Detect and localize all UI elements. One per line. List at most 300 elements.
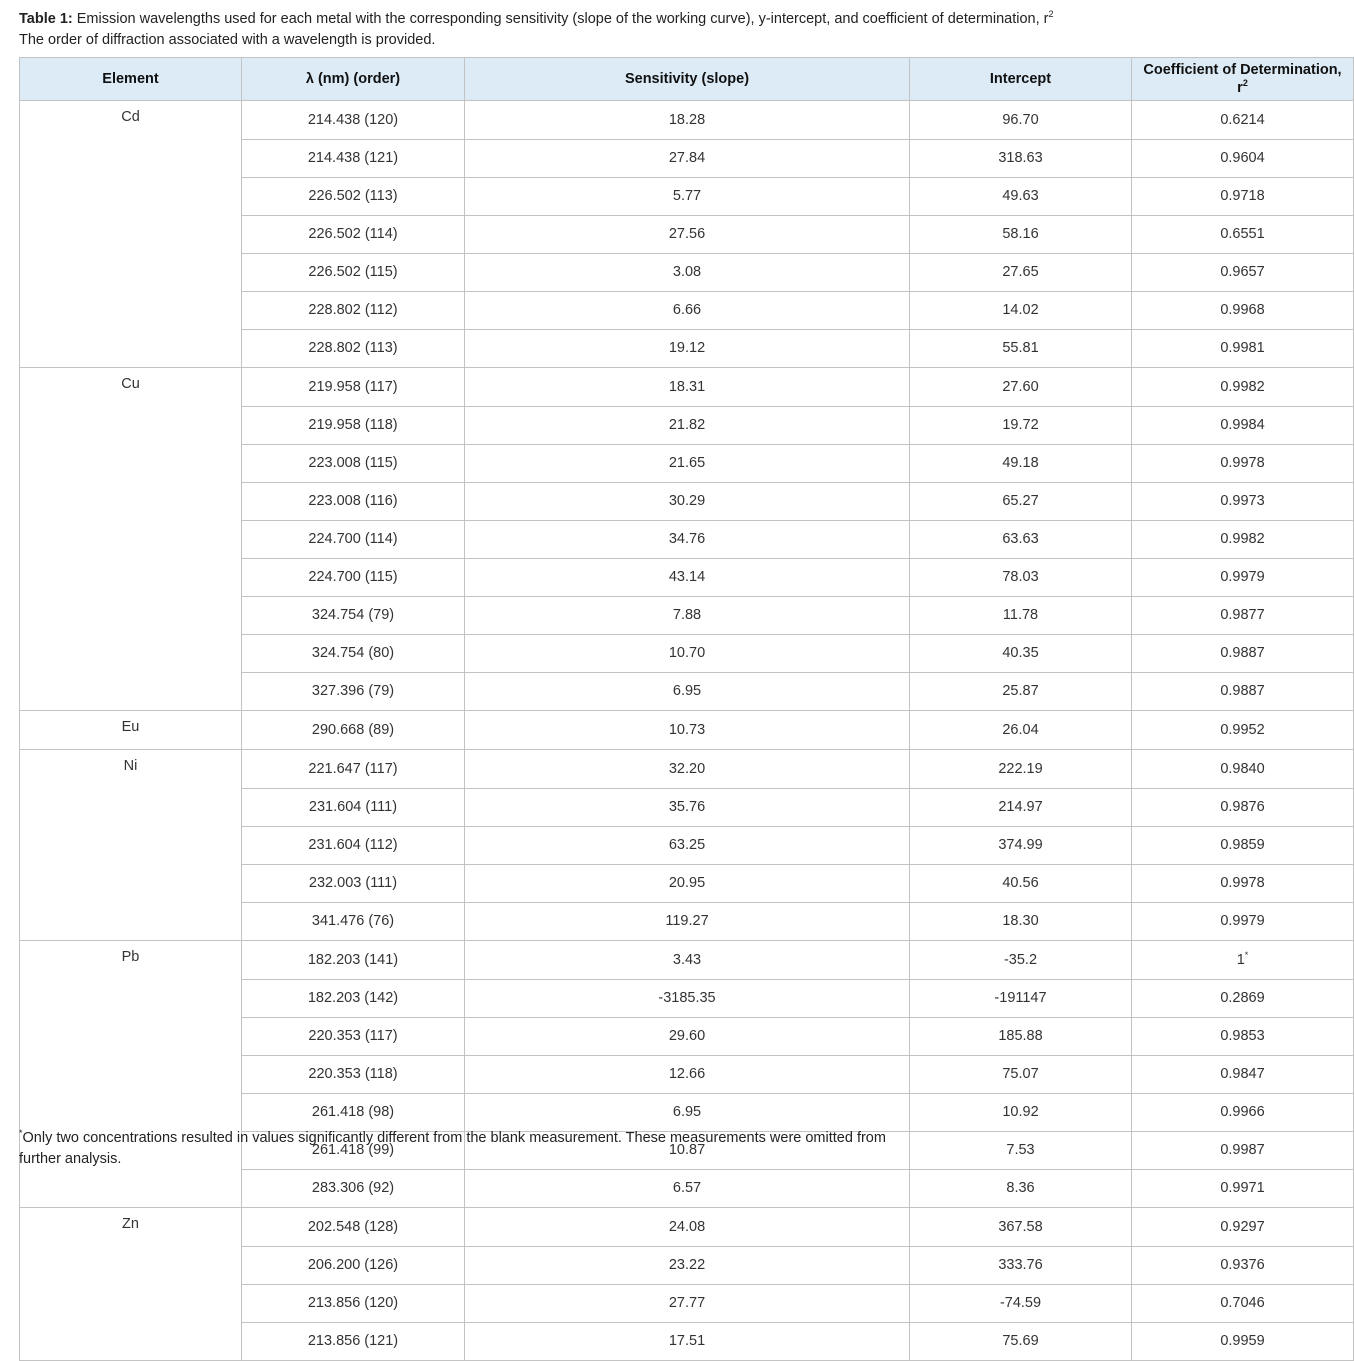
header-cod-label: Coefficient of Determination, <box>1143 62 1342 78</box>
cell-sensitivity <box>465 634 910 672</box>
cell-sensitivity-text: 35.76 <box>668 799 706 815</box>
cell-intercept-text: 49.18 <box>1002 455 1039 471</box>
table-row <box>20 941 1354 980</box>
cell-lambda-text: 221.647 (117) <box>308 760 398 777</box>
cell-intercept <box>910 1169 1132 1208</box>
cell-r2-text: 0.9978 <box>1220 455 1265 471</box>
cell-sensitivity-text: 17.51 <box>668 1333 706 1350</box>
cell-sensitivity <box>465 1284 910 1322</box>
table-caption <box>19 9 1129 51</box>
cell-sensitivity <box>465 750 910 789</box>
cell-intercept-text: 78.03 <box>1002 569 1039 585</box>
cell-intercept <box>910 979 1132 1017</box>
table-row <box>20 711 1354 750</box>
cell-element <box>20 139 242 177</box>
cell-element <box>20 215 242 253</box>
cell-sensitivity-text: 7.88 <box>672 607 702 623</box>
cell-sensitivity <box>465 101 910 140</box>
cell-lambda <box>242 1246 465 1284</box>
cell-lambda-text: 232.003 (111) <box>308 875 398 891</box>
cell-lambda <box>242 1284 465 1322</box>
cell-element <box>20 1322 242 1361</box>
cell-element <box>20 444 242 482</box>
cell-element <box>20 177 242 215</box>
cell-r2-text: 0.9376 <box>1220 1257 1265 1273</box>
cell-element-text: Ni <box>123 758 138 774</box>
cell-intercept-text: 185.88 <box>998 1028 1043 1044</box>
cell-lambda-text: 220.353 (117) <box>308 1028 398 1044</box>
cell-r2 <box>1132 482 1354 520</box>
cell-sensitivity-text: 29.60 <box>668 1028 706 1044</box>
cell-lambda-text: 228.802 (113) <box>308 340 398 357</box>
cell-element-text: Pb <box>121 949 140 965</box>
cell-intercept-text: 75.07 <box>1002 1066 1039 1082</box>
cell-sensitivity <box>465 1055 910 1093</box>
cell-r2-text: 0.9968 <box>1220 302 1265 318</box>
cell-lambda-text: 224.700 (114) <box>308 531 398 547</box>
cell-r2-text: 0.9887 <box>1220 683 1265 700</box>
cell-intercept <box>910 215 1132 253</box>
cell-r2 <box>1132 711 1354 750</box>
cell-lambda <box>242 253 465 291</box>
cell-lambda-text: 213.856 (120) <box>307 1295 399 1311</box>
table-row <box>20 1169 1354 1208</box>
cell-intercept <box>910 826 1132 864</box>
cell-intercept <box>910 1017 1132 1055</box>
cell-sensitivity <box>465 864 910 902</box>
cell-element <box>20 750 242 789</box>
cell-r2 <box>1132 444 1354 482</box>
cell-sensitivity <box>465 177 910 215</box>
cell-sensitivity-text: 30.29 <box>668 493 706 509</box>
cell-intercept-text: -35.2 <box>1003 951 1038 968</box>
table-row <box>20 1322 1354 1361</box>
table-row <box>20 329 1354 368</box>
cell-element <box>20 291 242 329</box>
cell-intercept-text: 26.04 <box>1002 722 1039 738</box>
cell-sensitivity-text: 21.82 <box>668 417 706 433</box>
cell-lambda <box>242 1322 465 1361</box>
cell-intercept <box>910 1208 1132 1247</box>
caption-line2: The order of diffraction associated with a wavelength is provided. <box>19 32 436 48</box>
cell-intercept <box>910 596 1132 634</box>
cell-sensitivity-text: 10.70 <box>668 645 706 661</box>
cell-intercept-text: 8.36 <box>1006 1180 1035 1197</box>
table-row <box>20 750 1354 789</box>
cell-element <box>20 826 242 864</box>
cell-intercept <box>910 1055 1132 1093</box>
cell-r2 <box>1132 979 1354 1017</box>
cell-lambda-text: 219.958 (118) <box>308 417 398 433</box>
cell-r2-text: 0.2869 <box>1220 990 1265 1006</box>
cell-lambda-text: 182.203 (141) <box>307 951 399 968</box>
cell-lambda-text: 341.476 (76) <box>311 913 395 930</box>
cell-lambda <box>242 750 465 789</box>
footnote <box>19 1128 919 1170</box>
cell-intercept-text: 11.78 <box>1002 607 1039 623</box>
cell-sensitivity <box>465 1208 910 1247</box>
cell-sensitivity-text: 6.66 <box>672 302 702 318</box>
cell-sensitivity-text: 5.77 <box>672 188 702 204</box>
cell-lambda-text: 219.958 (117) <box>308 378 398 395</box>
cell-r2-text: 0.9853 <box>1220 1028 1265 1044</box>
cell-r2-text: 0.9966 <box>1220 1104 1265 1120</box>
cell-intercept-text: 75.69 <box>1002 1333 1039 1350</box>
cell-r2 <box>1132 1246 1354 1284</box>
cell-r2-text: 0.9982 <box>1220 378 1265 395</box>
cell-r2-text: 0.9840 <box>1220 760 1265 777</box>
cell-element <box>20 482 242 520</box>
cell-element-text: Cu <box>121 376 140 392</box>
cell-r2-text: 0.9859 <box>1220 837 1265 853</box>
cell-r2 <box>1132 672 1354 711</box>
cell-r2-text: 0.6214 <box>1220 111 1265 128</box>
cell-lambda-text: 214.438 (121) <box>307 150 399 166</box>
cell-intercept <box>910 139 1132 177</box>
cell-sensitivity-text: 10.73 <box>668 722 706 738</box>
header-cod <box>1132 58 1354 101</box>
cell-intercept-text: 40.35 <box>1002 645 1039 661</box>
cell-r2-text: 0.9887 <box>1220 645 1265 661</box>
table-row <box>20 139 1354 177</box>
cell-sensitivity-text: 27.56 <box>668 226 706 242</box>
cell-r2-text: 0.9978 <box>1220 875 1265 891</box>
cell-r2-text: 0.9959 <box>1220 1333 1265 1350</box>
cell-lambda-text: 228.802 (112) <box>308 302 398 318</box>
cell-intercept <box>910 1284 1132 1322</box>
cell-lambda-text: 223.008 (116) <box>308 493 398 509</box>
cell-intercept-text: 58.16 <box>1002 226 1039 242</box>
cell-intercept <box>910 1246 1132 1284</box>
cell-lambda-text: 231.604 (111) <box>308 799 398 815</box>
table-row <box>20 444 1354 482</box>
cell-r2-text: 0.9971 <box>1220 1180 1265 1197</box>
cell-lambda-text: 226.502 (115) <box>308 264 398 280</box>
table-row <box>20 902 1354 941</box>
header-cod-sup: 2 <box>1242 78 1248 88</box>
cell-sensitivity-text: 12.66 <box>668 1066 706 1082</box>
table-row <box>20 979 1354 1017</box>
cell-sensitivity <box>465 368 910 407</box>
cell-lambda-text: 223.008 (115) <box>308 455 398 471</box>
cell-intercept-text: 65.27 <box>1002 493 1039 509</box>
cell-lambda-text: 220.353 (118) <box>308 1066 398 1082</box>
cell-intercept-text: 374.99 <box>998 837 1043 853</box>
cell-lambda <box>242 215 465 253</box>
cell-lambda <box>242 1208 465 1247</box>
cell-r2 <box>1132 1284 1354 1322</box>
cell-element <box>20 1169 242 1208</box>
cell-intercept <box>910 1322 1132 1361</box>
cell-r2 <box>1132 329 1354 368</box>
cell-r2-text: 0.9952 <box>1220 722 1265 738</box>
cell-intercept-text: 63.63 <box>1002 531 1039 547</box>
cell-intercept-text: 222.19 <box>998 760 1043 777</box>
cell-sensitivity <box>465 596 910 634</box>
cell-intercept <box>910 329 1132 368</box>
cell-r2-text: 1 <box>1236 951 1245 968</box>
header-intercept: Intercept <box>910 58 1132 101</box>
cell-r2-text: 0.9877 <box>1220 607 1265 623</box>
cell-lambda-text: 324.754 (80) <box>311 645 395 661</box>
cell-intercept-text: 367.58 <box>998 1218 1043 1235</box>
cell-r2 <box>1132 1093 1354 1131</box>
cell-intercept <box>910 1131 1132 1169</box>
cell-sensitivity <box>465 1169 910 1208</box>
cell-lambda-text: 224.700 (115) <box>308 569 398 585</box>
cell-element <box>20 1017 242 1055</box>
cell-lambda <box>242 672 465 711</box>
cell-sensitivity <box>465 1246 910 1284</box>
cell-r2-text: 0.9718 <box>1220 188 1265 204</box>
cell-element <box>20 558 242 596</box>
cell-r2 <box>1132 139 1354 177</box>
table-row <box>20 291 1354 329</box>
cell-r2 <box>1132 1017 1354 1055</box>
cell-intercept-text: 40.56 <box>1002 875 1039 891</box>
cell-r2 <box>1132 1131 1354 1169</box>
table-row <box>20 1093 1354 1131</box>
header-cod-r: r <box>1237 80 1243 96</box>
cell-intercept <box>910 864 1132 902</box>
cell-sensitivity <box>465 444 910 482</box>
cell-sensitivity <box>465 902 910 941</box>
cell-r2 <box>1132 368 1354 407</box>
cell-element <box>20 902 242 941</box>
cell-lambda-text: 261.418 (99) <box>311 1142 395 1158</box>
cell-lambda <box>242 1169 465 1208</box>
table-row <box>20 101 1354 140</box>
cell-intercept-text: -74.59 <box>999 1295 1042 1311</box>
cell-r2 <box>1132 291 1354 329</box>
cell-intercept-text: -191147 <box>994 990 1047 1006</box>
cell-element <box>20 1284 242 1322</box>
table-row <box>20 826 1354 864</box>
cell-r2-text: 0.7046 <box>1220 1295 1265 1311</box>
cell-intercept <box>910 520 1132 558</box>
cell-r2 <box>1132 406 1354 444</box>
cell-lambda <box>242 1017 465 1055</box>
header-lambda: λ (nm) (order) <box>242 58 465 101</box>
cell-sensitivity <box>465 788 910 826</box>
cell-element <box>20 941 242 980</box>
cell-intercept <box>910 634 1132 672</box>
cell-lambda-text: 182.203 (142) <box>307 990 399 1006</box>
table-row <box>20 1246 1354 1284</box>
cell-intercept-text: 318.63 <box>998 150 1043 166</box>
cell-sensitivity-text: 3.08 <box>672 264 702 280</box>
cell-lambda-text: 226.502 (113) <box>308 188 398 204</box>
table-row <box>20 1017 1354 1055</box>
cell-lambda <box>242 177 465 215</box>
cell-lambda <box>242 711 465 750</box>
cell-sensitivity-text: 10.87 <box>668 1142 706 1158</box>
cell-lambda-text: 226.502 (114) <box>308 226 398 242</box>
cell-sensitivity <box>465 520 910 558</box>
cell-lambda <box>242 788 465 826</box>
header-element: Element <box>20 58 242 101</box>
cell-intercept <box>910 253 1132 291</box>
cell-r2 <box>1132 826 1354 864</box>
cell-element <box>20 1246 242 1284</box>
cell-intercept <box>910 941 1132 980</box>
table-row <box>20 368 1354 407</box>
cell-r2-text: 0.9847 <box>1220 1066 1265 1082</box>
cell-r2-text: 0.9987 <box>1220 1142 1265 1158</box>
cell-element <box>20 634 242 672</box>
cell-r2-text: 0.9979 <box>1220 913 1265 930</box>
cell-intercept <box>910 711 1132 750</box>
footnote-marker: * <box>1244 949 1249 960</box>
cell-sensitivity <box>465 711 910 750</box>
cell-sensitivity-text: 18.28 <box>668 111 706 128</box>
cell-element <box>20 979 242 1017</box>
cell-lambda <box>242 139 465 177</box>
cell-lambda <box>242 826 465 864</box>
cell-sensitivity-text: 27.84 <box>668 150 706 166</box>
cell-sensitivity <box>465 979 910 1017</box>
cell-lambda <box>242 864 465 902</box>
cell-r2 <box>1132 634 1354 672</box>
cell-r2-text: 0.9657 <box>1220 264 1265 280</box>
cell-lambda <box>242 634 465 672</box>
cell-intercept-text: 14.02 <box>1002 302 1039 318</box>
cell-r2 <box>1132 902 1354 941</box>
cell-r2 <box>1132 788 1354 826</box>
table-row <box>20 253 1354 291</box>
table-row <box>20 634 1354 672</box>
cell-intercept-text: 27.65 <box>1002 264 1039 280</box>
cell-lambda <box>242 406 465 444</box>
cell-r2 <box>1132 596 1354 634</box>
table-row <box>20 558 1354 596</box>
table-row <box>20 177 1354 215</box>
cell-lambda-text: 213.856 (121) <box>307 1333 399 1350</box>
cell-intercept <box>910 291 1132 329</box>
cell-r2-text: 0.9876 <box>1220 799 1265 815</box>
cell-element <box>20 1208 242 1247</box>
cell-lambda <box>242 558 465 596</box>
cell-sensitivity-text: 6.95 <box>672 1104 702 1120</box>
cell-element-text: Cd <box>121 109 140 125</box>
table-row <box>20 482 1354 520</box>
cell-sensitivity-text: 6.57 <box>672 1180 702 1197</box>
cell-r2 <box>1132 558 1354 596</box>
table-row <box>20 1284 1354 1322</box>
cell-r2 <box>1132 215 1354 253</box>
cell-lambda <box>242 444 465 482</box>
cell-lambda <box>242 329 465 368</box>
cell-intercept <box>910 672 1132 711</box>
cell-r2-text: 0.6551 <box>1220 226 1265 242</box>
caption-superscript: 2 <box>1048 9 1054 19</box>
caption-label: Table 1: <box>19 11 73 27</box>
table-row <box>20 1055 1354 1093</box>
cell-sensitivity-text: 19.12 <box>668 340 706 357</box>
cell-element <box>20 406 242 444</box>
cell-sensitivity-text: 21.65 <box>668 455 706 471</box>
cell-element <box>20 329 242 368</box>
cell-intercept <box>910 177 1132 215</box>
cell-lambda <box>242 1055 465 1093</box>
cell-sensitivity <box>465 215 910 253</box>
cell-r2 <box>1132 253 1354 291</box>
cell-lambda-text: 283.306 (92) <box>311 1180 395 1197</box>
cell-element <box>20 788 242 826</box>
cell-element <box>20 1055 242 1093</box>
footnote-text: Only two concentrations resulted in values significantly different from the blank measurement. These measurements were omitted from further analysis. <box>19 1130 886 1167</box>
cell-lambda-text: 231.604 (112) <box>308 837 398 853</box>
cell-intercept-text: 7.53 <box>1006 1142 1035 1158</box>
cell-sensitivity <box>465 558 910 596</box>
cell-r2-text: 0.9297 <box>1220 1218 1265 1235</box>
cell-sensitivity <box>465 139 910 177</box>
cell-sensitivity <box>465 1093 910 1131</box>
cell-element-text: Zn <box>122 1216 139 1232</box>
cell-intercept <box>910 788 1132 826</box>
cell-r2 <box>1132 177 1354 215</box>
cell-intercept-text: 214.97 <box>998 799 1043 815</box>
cell-sensitivity <box>465 1017 910 1055</box>
cell-intercept-text: 10.92 <box>1002 1104 1039 1120</box>
cell-intercept <box>910 444 1132 482</box>
cell-lambda-text: 261.418 (98) <box>311 1104 395 1120</box>
cell-intercept-text: 19.72 <box>1002 417 1039 433</box>
cell-r2-text: 0.9984 <box>1220 417 1265 433</box>
cell-sensitivity <box>465 1322 910 1361</box>
cell-sensitivity <box>465 329 910 368</box>
cell-lambda-text: 206.200 (126) <box>307 1257 399 1273</box>
cell-lambda-text: 327.396 (79) <box>311 683 395 700</box>
cell-sensitivity <box>465 672 910 711</box>
cell-intercept-text: 27.60 <box>1002 378 1039 395</box>
cell-element <box>20 253 242 291</box>
cell-r2 <box>1132 101 1354 140</box>
cell-element <box>20 1093 242 1131</box>
table-row <box>20 406 1354 444</box>
cell-element <box>20 520 242 558</box>
cell-r2 <box>1132 520 1354 558</box>
cell-intercept <box>910 406 1132 444</box>
cell-intercept-text: 333.76 <box>998 1257 1043 1273</box>
footnote-mark: * <box>19 1128 23 1138</box>
cell-lambda <box>242 941 465 980</box>
cell-element <box>20 672 242 711</box>
cell-r2 <box>1132 1169 1354 1208</box>
table-row <box>20 215 1354 253</box>
cell-intercept-text: 49.63 <box>1002 188 1039 204</box>
cell-sensitivity <box>465 406 910 444</box>
cell-r2 <box>1132 1055 1354 1093</box>
cell-lambda <box>242 291 465 329</box>
cell-element <box>20 368 242 407</box>
table-body <box>20 101 1354 1361</box>
cell-element <box>20 864 242 902</box>
cell-sensitivity-text: 27.77 <box>668 1295 706 1311</box>
cell-lambda-text: 324.754 (79) <box>311 607 395 623</box>
cell-sensitivity <box>465 826 910 864</box>
cell-sensitivity <box>465 253 910 291</box>
cell-element <box>20 711 242 750</box>
cell-r2-text: 0.9982 <box>1220 531 1265 547</box>
cell-sensitivity <box>465 291 910 329</box>
cell-intercept-text: 25.87 <box>1002 683 1039 700</box>
cell-sensitivity-text: 6.95 <box>672 683 702 700</box>
table-row <box>20 864 1354 902</box>
table-row <box>20 596 1354 634</box>
cell-intercept <box>910 1093 1132 1131</box>
cell-lambda-text: 290.668 (89) <box>311 722 395 738</box>
